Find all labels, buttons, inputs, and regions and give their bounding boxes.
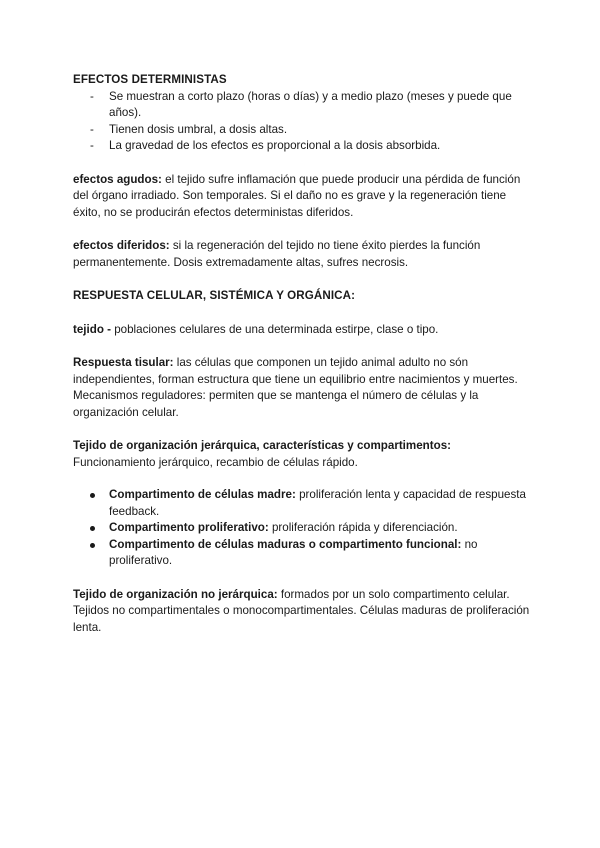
list-item-term: Compartimento de células maduras o compartimento funcional: (109, 537, 462, 551)
list-item (73, 89, 533, 122)
list-item (73, 487, 533, 520)
term-efectos-agudos: efectos agudos: (73, 172, 162, 186)
heading-respuesta-celular: RESPUESTA CELULAR, SISTÉMICA Y ORGÁNICA: (73, 289, 356, 302)
term-respuesta-tisular: Respuesta tisular: (73, 356, 174, 369)
paragraph-efectos-diferidos (73, 238, 533, 271)
definition-text: el tejido sufre inflamación que puede producir una pérdida de función del órgano irradiado. Son temporales. Si el daño no es grave y la regeneración tiene éxito, no se producirán efectos deterministas diferidos. (73, 172, 521, 219)
list-item-term: Compartimento de células madre: (109, 488, 296, 501)
list-item-text: proliferación lenta y capacidad de respuesta feedback. (109, 488, 526, 518)
term-organizacion-jerarquica: Tejido de organización jerárquica, características y compartimentos: (73, 439, 451, 452)
term-organizacion-no-jerarquica: Tejido de organización no jerárquica: (73, 587, 278, 601)
list-item-text: Se muestran a corto plazo (horas o días) y a medio plazo (meses y puede que años). (109, 89, 512, 119)
paragraph-respuesta-tisular (73, 355, 533, 421)
list-item-text: La gravedad de los efectos es proporcional a la dosis absorbida. (109, 139, 441, 152)
definition-text: si la regeneración del tejido no tiene éxito pierdes la función permanentemente. Dosis extremadamente altas, sufres necrosis. (73, 239, 481, 269)
document-body (73, 72, 533, 636)
paragraph-organizacion-jerarquica (73, 438, 533, 471)
definition-text: Funcionamiento jerárquico, recambio de células rápido. (73, 455, 358, 469)
list-item-text: Tienen dosis umbral, a dosis altas. (109, 122, 288, 136)
term-efectos-diferidos: efectos diferidos: (73, 239, 170, 252)
paragraph-efectos-agudos (73, 172, 533, 222)
dash-marker: - (90, 89, 94, 103)
list-item (73, 138, 533, 155)
bullet-dot-icon (90, 526, 95, 531)
term-tejido: tejido - (73, 322, 115, 336)
paragraph-organizacion-no-jerarquica (73, 587, 533, 637)
definition-text: poblaciones celulares de una determinada estirpe, clase o tipo. (114, 322, 439, 336)
list-item-text: no proliferativo. (109, 537, 478, 567)
list-item-term: Compartimento proliferativo: (109, 521, 269, 534)
deterministas-list (73, 89, 533, 155)
paragraph-tejido (73, 322, 533, 339)
bullet-dot-icon (90, 493, 95, 498)
list-item (73, 122, 533, 139)
list-item-text: proliferación rápida y diferenciación. (268, 521, 458, 534)
bullet-dot-icon (90, 543, 95, 548)
definition-text: las células que componen un tejido animal adulto no són independientes, forman estructura que tiene un equilibrio entre nacimientos y muertes. Mecanismos reguladores: permiten que se mantenga el número de células y la organización celular. (73, 356, 518, 419)
dash-marker: - (90, 122, 94, 136)
list-item (73, 520, 533, 537)
heading-efectos-deterministas: EFECTOS DETERMINISTAS (73, 73, 227, 86)
dash-marker: - (90, 139, 94, 152)
compartimentos-list (73, 487, 533, 570)
definition-text: formados por un solo compartimento celular. Tejidos no compartimentales o monocompartimentales. Células maduras de proliferación lenta. (73, 587, 530, 634)
list-item (73, 537, 533, 570)
